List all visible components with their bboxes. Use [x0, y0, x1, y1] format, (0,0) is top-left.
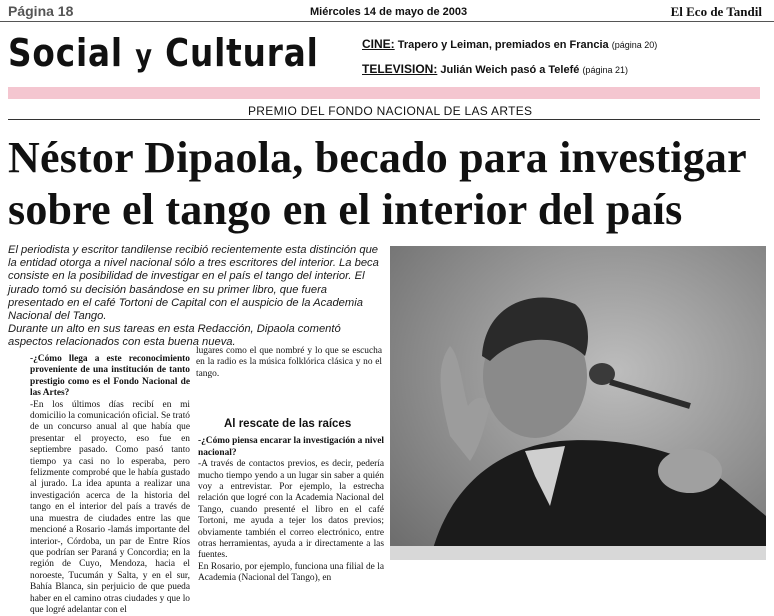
section-title-connector: y: [135, 39, 153, 74]
article-photo: [390, 246, 766, 560]
article-column-1: [30, 354, 190, 616]
section-title-part2: Cultural: [165, 31, 319, 75]
question-2: -¿Cómo piensa encarar la investigación a nivel nacional?: [198, 436, 384, 458]
headline-line-1: Néstor Dipaola, becado para investigar: [8, 133, 747, 182]
page-number: Página 18: [8, 3, 74, 19]
teaser-text: Julián Weich pasó a Telefé: [437, 64, 583, 76]
article-column-3: [198, 419, 384, 585]
section-title: [8, 31, 319, 75]
kicker-rule: [8, 104, 760, 120]
teaser-key: TELEVISION:: [362, 62, 438, 76]
question-1: -¿Cómo llega a este reconocimiento proveniente de una institución de tanto prestigio como es el Fondo Nacional de las Artes?: [30, 354, 190, 399]
teaser-television[interactable]: [362, 62, 772, 76]
headline-line-2: sobre el tango en el interior del país: [8, 185, 683, 234]
article-kicker: PREMIO DEL FONDO NACIONAL DE LAS ARTES: [248, 104, 533, 118]
teasers: [362, 37, 772, 87]
answer-3: En Rosario, por ejemplo, funciona una filial de la Academia (Nacional del Tango), en: [198, 561, 384, 584]
section-title-part1: Social: [8, 31, 123, 75]
issue-date: Miércoles 14 de mayo de 2003: [310, 6, 468, 18]
article-column-2: [196, 346, 382, 380]
answer-1: -En los últimos días recibí en mi domicilio la comunicación oficial. Se trató de un concurso anual al que había que presentar el proyecto, eso fue en septiembre pasado. Como pasó tanto tiempo ya casi no lo esperaba, pero felizmente comprobé que le había gustado al jurado. La idea apunta a realizar una investigación acerca de la historia del tango en el interior del país a través de una muestra de ciudades entre las que mencioné a Rosario -lamás importante del interior-, Córdoba, un par de Entre Ríos que podrían ser Paraná y Concordia; en la región de Cuyo, Mendoza, hacia el noroeste, Tucumán y Salta, y en el sur, Bahía Blanca, sin perjuicio de que pueda haber en el camino otras ciudades y que lo que logré adelantar con el: [30, 399, 190, 615]
article-headline: [8, 132, 768, 236]
teaser-ref: (página 21): [582, 65, 628, 75]
teaser-ref: (página 20): [611, 40, 658, 50]
section-divider-bar: [8, 87, 760, 99]
newspaper-name: El Eco de Tandil: [670, 4, 762, 19]
answer-2: -A través de contactos previos, es decir, pedería mucho tiempo yendo a un lugar sin saber a quién voy a entrevistar. Por ejemplo, la estrecha relación que logré con la Academia Nacional del Tango, cuando presenté el libro en el café Tortoni, me ayuda a tejer los datos previos; obviamente también el correo electrónico, entre otras herramientas, ayuda a ir directamente a las fuentes.: [198, 459, 384, 561]
teaser-cine[interactable]: [362, 37, 772, 51]
column-2-text: lugares como el que nombré y lo que se escucha en la radio es la música folklórica clásica y no el tango.: [196, 346, 382, 379]
lead-paragraph-2: Durante un alto en sus tareas en esta Redacción, Dipaola comentó aspectos relacionados con esta buena nueva.: [8, 323, 341, 349]
photo-illustration: [390, 246, 766, 560]
teaser-key: CINE:: [362, 37, 395, 51]
article-subhead: Al rescate de las raíces: [224, 418, 352, 430]
lead-paragraph: El periodista y escritor tandilense recibió recientemente esta distinción que la entidad otorga a nivel nacional sólo a tres escritores del interior. La beca consiste en la posibilidad de investigar en el país el tango del interior. El jurado tomó su decisión basándose en su primer libro, que fuera presentado en el café Tortoni de Capital con el auspicio de la Academia Nacional del Tango.: [8, 244, 379, 323]
article-lead: [8, 244, 382, 350]
teaser-text: Trapero y Leiman, premiados en Francia: [394, 39, 612, 51]
page-header: [0, 0, 774, 22]
